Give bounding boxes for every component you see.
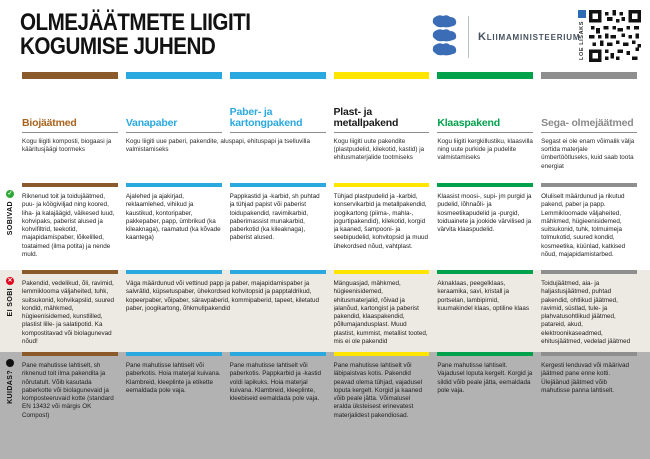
- column-desc-mixed: Segast ei ole enam võimalik välja sortida materjale ümbertöötluseks, kuid saab toota energiat: [541, 138, 635, 170]
- how-mixed: Kergesti lenduvad või määrivad jäätmed pane enne kotti. Ülejäänud jäätmed võib mahutisse panna lahtiselt.: [541, 362, 630, 394]
- row-how-cells: [22, 356, 637, 420]
- column-desc-plastic-metal: Kogu liigiti uute pakendite (plastpudelid, kilekotid, kastid) ja ehitusmaterjalide tootmiseks: [333, 138, 425, 162]
- row-how: [0, 352, 650, 459]
- not-suitable-mixed: Toidujäätmed, aia- ja haljastusjäätmed, puhtad pakendid, ohtlikud jäätmed, ravimid, süstlad, tule- ja plahvatusohtlikud jäätmed, patareid, akud, elektroonikaseadmed, ehitusjäätmed, vedelad jäätmed: [541, 280, 631, 346]
- column-title-mixed: Sega- olmejäätmed: [541, 79, 637, 133]
- row-suitable-cells: [22, 187, 637, 259]
- page-title-line2: KOGUMISE JUHEND: [20, 33, 216, 60]
- ministry-name: KLIIMAMINISTEERIUM: [478, 31, 581, 43]
- suitable-glass: Klaasist moosi-, supi- jm purgid ja pudelid, lõhnaõli- ja kosmeetikapudelid ja -purgid, toiduainete ja jookide värvilised ja värvita klaaspudelid.: [437, 193, 532, 234]
- suitable-biowaste: Riknenud toit ja toidujäätmed, puu- ja köögiviljad ning koored, liha- ja kalajäägid, väikesed luud, kohvipaks, paberist alused ja kohvifiltrid, teekotid, majapidamispaber, lõikelilled, toataimed (ilma potita) ja nende muld.: [22, 193, 115, 259]
- not-suitable-plastic-metal: Mänguasjad, mähkmed, hügieenisidemed, ehitusmaterjalid, rõivad ja jalanõud, kartongist ja paberist pakendid, klaaspakendid, põllumajandusplast. Muud plastist, kummist, metallist tooted, mis ei ole pakendid: [333, 280, 428, 346]
- stripe-mixed: [541, 72, 637, 79]
- rail-how-label: KUIDAS?: [6, 370, 14, 404]
- how-glass: Pane mahutisse lahtiselt. Vajadusel loputa kergelt. Korgid ja sildid võib peale jätta, eemaldada pole vaja.: [437, 362, 533, 394]
- column-desc-paper-shared: Kogu liigiti uue paberi, pakendite, aluspapi, ehituspapi ja tselluvilla valmistamiseks: [125, 138, 310, 154]
- not-suitable-biowaste: Pakendid, vedelikud, õli, ravimid, lemmiklooma väljaheited, tuhk, suitsukonid, kohvikapslid, suured kondid, mähkmed, hügieenisidemed, kunstlilled, plastist lille- ja salatipotid. Ka kompostitavad või biolagunevad nõud!: [22, 280, 115, 346]
- row-not-suitable: [0, 270, 650, 352]
- rail-suitable-label: SOBIVAD: [6, 201, 14, 236]
- column-desc-biowaste: Kogu liigiti komposti, biogaasi ja kääritusjäägi toormeks: [22, 138, 112, 154]
- column-title-glass: Klaaspakend: [437, 79, 533, 133]
- row-not-suitable-cells: [22, 274, 637, 346]
- dot-icon: [6, 359, 14, 367]
- how-plastic-metal: Pane mahutisse lahtiselt või läbipaistvas kotis. Pakendid peavad olema tühjad, vajadusel loputa kergelt. Korgid ja kaaned võib peale jätta. Võimalusel eralda üksteisest erinevatest materjalidest pakendiosad.: [333, 362, 423, 419]
- column-title-paper: Vanapaber: [126, 79, 222, 133]
- header: [0, 0, 650, 72]
- rail-suitable: [0, 183, 20, 270]
- page-title: [20, 11, 250, 59]
- estonia-coat-of-arms-icon: [432, 15, 459, 59]
- qr-accent-square: [578, 10, 586, 18]
- cross-icon: ✕: [7, 278, 13, 284]
- qr-block: [577, 10, 641, 62]
- suitable-cardboard: Pappkastid ja -karbid, sh puhtad ja tühjad papist või paberist toidupakendid, ravimikarbid, paberimassist munakarbid, paberkotid (ka kileaknaga), paberist alused.: [229, 193, 320, 242]
- column-headers: [22, 79, 637, 183]
- rail-not-suitable-label: EI SOBI: [6, 288, 14, 317]
- logo-divider: [468, 16, 469, 58]
- suitable-plastic-metal: Tühjad plastpudelid ja -karbid, konservikarbid ja metallpakendid, joogikartong (piima-, mahla-, jogurtipakendid), kilekotid, korgid ja kaaned, šampooni- ja seebipudelid, kohvitopsid ja muud ühekordsed nõud, vahtplast.: [333, 193, 429, 250]
- suitable-mixed: Oluliselt määrdunud ja rikutud pakend, paber ja papp. Lemmikloomade väljaheited, mähkmed, hügieenisidemed, suitsukonid, tuhk, tolmuimeja tolmukotid, suured kondid, kosmeetika, küünlad, katkised nõud, majapidamistarbed.: [541, 193, 626, 259]
- column-title-cardboard: Paber- ja kartongpakend: [230, 79, 326, 133]
- stripe-glass: [437, 72, 533, 79]
- column-title-biowaste: Biojäätmed: [22, 79, 118, 133]
- how-biowaste: Pane mahutisse lahtiselt, sh riknenud toit ilma pakendita ja nõrutatult. Võib kasutada paberkotte või biolagunevaid ja komposteeruvaid kotte (standard EN 13432 või märgis OK Compost): [22, 362, 114, 419]
- stripe-paper: [126, 72, 222, 79]
- stripe-plastic-metal: [334, 72, 430, 79]
- rail-not-suitable: [0, 270, 20, 352]
- not-suitable-glass: Aknaklaas, peegelklaas, keraamika, savi, kristall ja portselan, lambipirnid, kuumakindel klaas, optiline klaas: [437, 280, 530, 312]
- page-title-line1: OLMEJÄÄTMETE LIIGITI: [20, 9, 251, 36]
- column-title-plastic-metal: Plast- ja metallpakend: [334, 79, 430, 133]
- qr-code: [589, 10, 641, 62]
- stripe-biowaste: [22, 72, 118, 79]
- column-desc-glass: Kogu liigiti kergkillustiku, klaasvilla ning uute purkide ja pudelite valmistamiseks: [437, 138, 533, 162]
- category-color-stripe: [22, 72, 637, 79]
- suitable-paper: Ajalehed ja ajakirjad, reklaamlehed, vihikud ja kaustikud, kontoripaber, pakkepaber, papp, ümbrikud (ka kileaknaga), raamatud (ka kõvade kaantega): [125, 193, 221, 242]
- ministry-logo: [432, 15, 580, 59]
- not-suitable-paper-shared: Väga määrdunud või vettinud papp ja paber, majapidamispaber ja salvrätid, küpsetuspaber, ühekordsed kohvitopsid ja papptaldrikud, kopeerpaber, võipaber, säravpaberid, kommipaberid, tapeet, kiletatud paber, joogikartong, õhkmullpakendid: [125, 280, 320, 312]
- how-paper: Pane mahutisse lahtiselt või paberkotis. Hoia materjal kuivana. Klambreid, kleeplinte ja etikette eemaldada pole vaja.: [125, 362, 221, 394]
- row-suitable: [0, 183, 650, 270]
- rail-how: [0, 352, 20, 459]
- stripe-cardboard: [230, 72, 326, 79]
- how-cardboard: Pane mahutisse lahtiselt või paberkotis. Pappkarbid ja -kastid voldi lapikuks. Hoia materjal kuivana. Klambreid, kleeplinte, kleebiseid eemaldada pole vaja.: [229, 362, 322, 403]
- check-icon: ✓: [7, 191, 13, 197]
- qr-label: LOE LISAKS: [579, 21, 585, 61]
